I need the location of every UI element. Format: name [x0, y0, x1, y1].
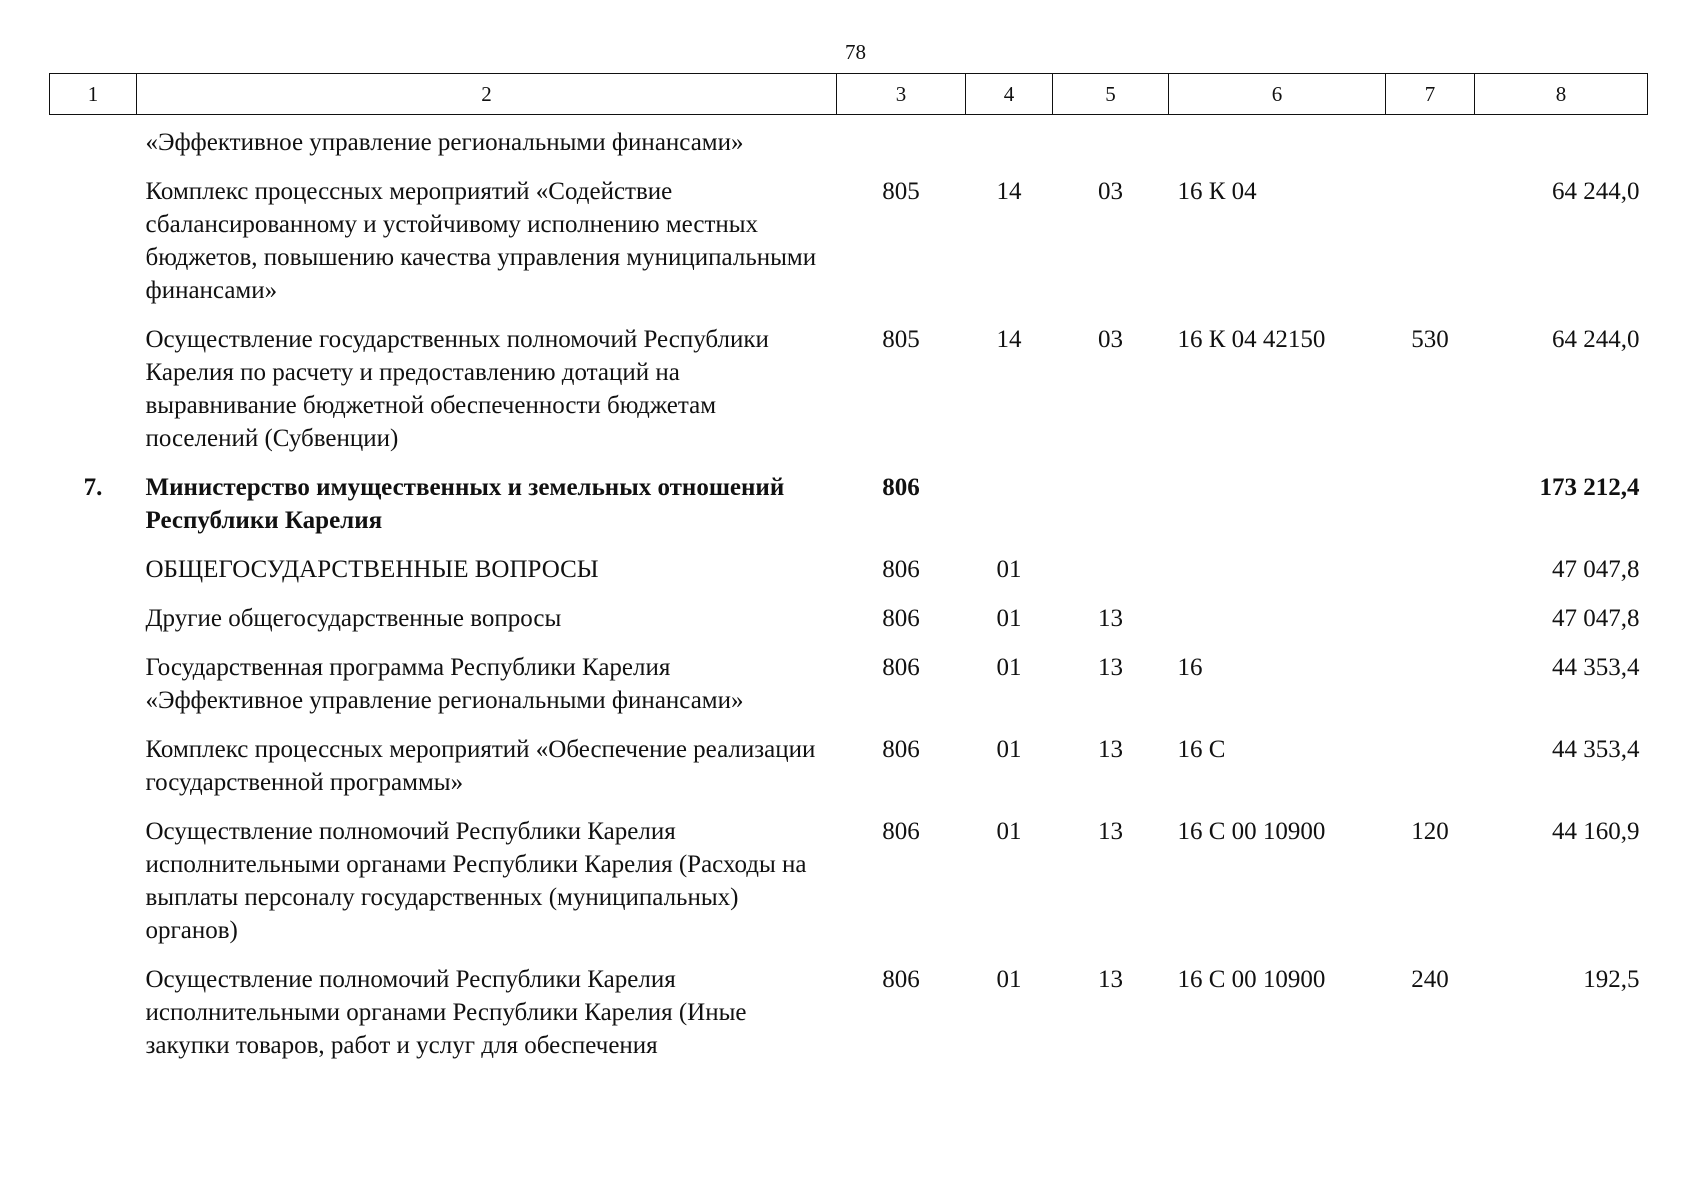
row-section: 01 — [996, 966, 1022, 993]
row-target: 16 К 04 42150 — [1177, 326, 1326, 353]
row-target: 16 С 00 10900 — [1177, 818, 1326, 845]
row-number — [50, 323, 137, 471]
row-expense-type — [1386, 651, 1475, 733]
row-expense-type: 530 — [1411, 326, 1449, 353]
row-amount: 44 160,9 — [1552, 818, 1640, 845]
row-amount: 173 212,4 — [1539, 474, 1640, 501]
row-number — [50, 553, 137, 602]
row-expense-type — [1386, 115, 1475, 176]
row-number: 7. — [83, 474, 103, 501]
row-amount: 47 047,8 — [1552, 556, 1640, 583]
row-target — [1169, 471, 1386, 553]
row-section: 01 — [996, 818, 1022, 845]
table-header-row — [50, 74, 1648, 115]
row-target: 16 — [1177, 654, 1203, 681]
row-name: Осуществление государственных полномочий Республики Карелия по расчету и предоставлению дотаций на выравнивание бюджетной обеспеченности бюджетам поселений (Субвенции) — [145, 326, 769, 452]
row-admin-code: 806 — [882, 818, 920, 845]
table-row — [50, 323, 1648, 471]
row-expense-type — [1386, 471, 1475, 553]
row-section — [966, 115, 1053, 176]
row-subsection: 03 — [1098, 178, 1123, 205]
row-target: 16 К 04 — [1177, 178, 1257, 205]
row-admin-code — [837, 115, 966, 176]
row-name: Государственная программа Республики Карелия «Эффективное управление региональными финансами» — [145, 654, 744, 714]
row-subsection: 13 — [1098, 605, 1123, 632]
row-admin-code: 805 — [882, 326, 920, 353]
table-row — [50, 651, 1648, 733]
row-name: Другие общегосударственные вопросы — [145, 605, 562, 632]
page-number: 78 — [845, 40, 866, 64]
header-cell-6: 6 — [1169, 74, 1386, 115]
row-section: 14 — [996, 178, 1022, 205]
row-admin-code: 806 — [882, 966, 920, 993]
table-row — [50, 175, 1648, 323]
table-row — [50, 553, 1648, 602]
row-subsection: 03 — [1098, 326, 1123, 353]
row-section: 01 — [996, 654, 1022, 681]
row-target: 16 С 00 10900 — [1177, 966, 1326, 993]
row-section: 14 — [996, 326, 1022, 353]
table-row — [50, 115, 1648, 176]
row-expense-type — [1386, 553, 1475, 602]
row-expense-type — [1386, 733, 1475, 815]
row-name: Комплекс процессных мероприятий «Обеспечение реализации государственной программы» — [145, 736, 816, 796]
row-expense-type — [1386, 602, 1475, 651]
row-number — [50, 733, 137, 815]
row-section: 01 — [996, 556, 1022, 583]
table-row — [50, 963, 1648, 1078]
row-name: Комплекс процессных мероприятий «Содействие сбалансированному и устойчивому исполнению местных бюджетов, повышению качества управления муниципальными финансами» — [145, 178, 817, 304]
row-name: Министерство имущественных и земельных отношений Республики Карелия — [145, 474, 785, 534]
row-name: ОБЩЕГОСУДАРСТВЕННЫЕ ВОПРОСЫ — [145, 556, 599, 583]
row-name: Осуществление полномочий Республики Карелия исполнительными органами Республики Карелия (Иные закупки товаров, работ и услуг для обеспечения — [145, 966, 747, 1059]
row-expense-type — [1386, 175, 1475, 323]
header-cell-1: 1 — [50, 74, 137, 115]
header-cell-3: 3 — [837, 74, 966, 115]
row-admin-code: 805 — [882, 178, 920, 205]
row-amount: 44 353,4 — [1552, 654, 1640, 681]
header-cell-4: 4 — [966, 74, 1053, 115]
row-target — [1169, 553, 1386, 602]
row-subsection — [1053, 553, 1169, 602]
row-section — [966, 471, 1053, 553]
row-amount: 64 244,0 — [1552, 326, 1640, 353]
row-section: 01 — [996, 605, 1022, 632]
table-row — [50, 815, 1648, 963]
table-row — [50, 733, 1648, 815]
row-amount: 192,5 — [1583, 966, 1640, 993]
row-subsection: 13 — [1098, 966, 1123, 993]
header-cell-8: 8 — [1475, 74, 1648, 115]
row-subsection: 13 — [1098, 654, 1123, 681]
row-name: Осуществление полномочий Республики Карелия исполнительными органами Республики Карелия (Расходы на выплаты персоналу государственных (муниципальных) органов) — [145, 818, 807, 944]
budget-table — [49, 73, 1648, 1078]
row-section: 01 — [996, 736, 1022, 763]
row-admin-code: 806 — [882, 556, 920, 583]
row-number — [50, 175, 137, 323]
row-amount: 64 244,0 — [1552, 178, 1640, 205]
row-number — [50, 602, 137, 651]
row-subsection — [1053, 471, 1169, 553]
row-amount — [1475, 115, 1648, 176]
row-admin-code: 806 — [882, 474, 920, 501]
table-row — [50, 471, 1648, 553]
row-admin-code: 806 — [882, 654, 920, 681]
row-target — [1169, 115, 1386, 176]
row-admin-code: 806 — [882, 736, 920, 763]
row-number — [50, 815, 137, 963]
row-number — [50, 115, 137, 176]
row-subsection: 13 — [1098, 818, 1123, 845]
row-name: «Эффективное управление региональными финансами» — [145, 129, 744, 156]
row-subsection: 13 — [1098, 736, 1123, 763]
row-target — [1169, 602, 1386, 651]
row-target: 16 С — [1177, 736, 1226, 763]
row-subsection — [1053, 115, 1169, 176]
header-cell-7: 7 — [1386, 74, 1475, 115]
row-expense-type: 120 — [1411, 818, 1449, 845]
row-number — [50, 651, 137, 733]
row-amount: 47 047,8 — [1552, 605, 1640, 632]
row-expense-type: 240 — [1411, 966, 1449, 993]
header-cell-5: 5 — [1053, 74, 1169, 115]
row-number — [50, 963, 137, 1078]
row-admin-code: 806 — [882, 605, 920, 632]
row-amount: 44 353,4 — [1552, 736, 1640, 763]
header-cell-2: 2 — [137, 74, 837, 115]
table-row — [50, 602, 1648, 651]
